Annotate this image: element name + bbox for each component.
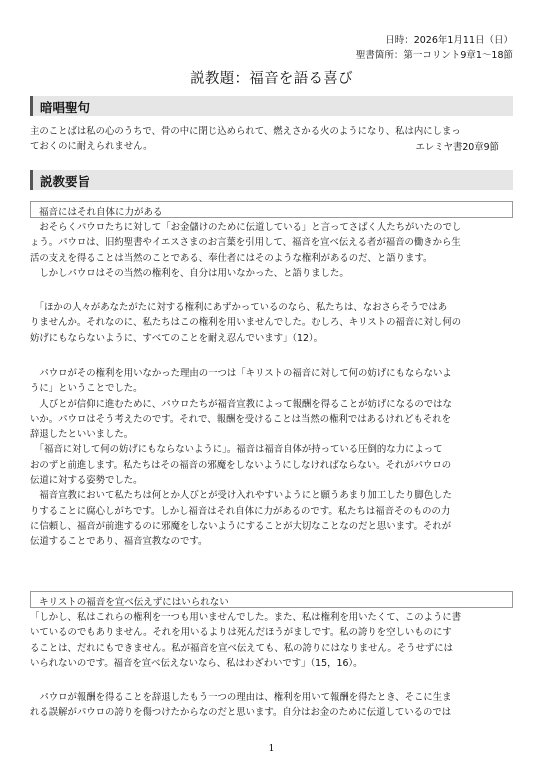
section-accent-bar — [30, 170, 33, 190]
paragraph — [30, 366, 516, 550]
subheading-label: キリストの福音を宣べ伝えずにはいられない — [39, 597, 229, 608]
text-line: ておくのに耐えられません。 — [30, 141, 153, 153]
text-line: 伝道することであり、福音宣教なのです。 — [30, 536, 208, 548]
subheading-box — [30, 201, 513, 218]
text-line: 辞退したといいました。 — [30, 429, 134, 441]
text-line: 活の支えを得ることは当然のことである、奉仕者にはそのような権利があるのだ、と語ります。 — [30, 252, 433, 264]
text-line: りませんか。それなのに、私たちはこの権利を用いませんでした。むしろ、キリストの福音に対し何の — [30, 317, 462, 329]
paragraph — [30, 690, 516, 721]
text-line: うに」ということでした。 — [30, 383, 143, 395]
section-accent-bar — [30, 96, 33, 116]
section-heading: 説教要旨 — [40, 174, 91, 189]
memory-verse-reference: エレミヤ書20章9節 — [415, 142, 499, 153]
text-line: りすることに腐心しがちです。しかし福音はそれ自体に力があるのです。私たちは福音そのものの力 — [30, 505, 451, 517]
text-line: パウロが報酬を得ることを辞退したもう一つの理由は、権利を用いて報酬を得たとき、そこに生ま — [30, 692, 452, 703]
scripture-quote — [30, 610, 516, 671]
page-number: 1 — [268, 743, 275, 754]
text-line: いられないのです。福音を宣べ伝えないなら、私はわざわいです」（15，16）。 — [30, 657, 363, 669]
section-header-memory-verse — [30, 96, 513, 116]
section-header-sermon-summary — [30, 170, 513, 190]
text-line: れる誤解がパウロの誇りを傷つけたからなのだと思います。自分はお金のために伝道しているのでは — [30, 707, 452, 719]
text-line: ることは、だれにもできません。私が福音を宣べ伝えても、私の誇りにはなりません。そうせずには — [30, 642, 454, 654]
text-line: 人びとが信仰に進むために、パウロたちが福音宣教によって報酬を得ることが妨げになるのではな — [30, 398, 452, 410]
section-heading: 暗唱聖句 — [40, 100, 91, 115]
text-line: おそらくパウロたちに対して「お金儲けのために伝道している」と言ってさばく人たちがいたのでし — [30, 222, 462, 233]
text-line: 「福音に対して何の妨げにもならないように」。福音は福音自体が持っている圧倒的な力によって — [30, 444, 443, 456]
text-line: 伝道に対する姿勢でした。 — [30, 475, 143, 487]
sermon-title: 説教題：福音を語る喜び — [190, 71, 353, 87]
subheading-label: 福音にはそれ自体に力がある — [39, 207, 163, 218]
paragraph — [30, 220, 516, 281]
text-line: いているのでもありません。それを用いるよりは死んだほうがましです。私の誇りを空しいものにす — [30, 627, 452, 639]
text-line: いか。パウロはそう考えたのです。それで、報酬を受けることは当然の権利ではあるけれどもそれを — [30, 413, 451, 425]
scripture-quote — [30, 300, 516, 346]
text-line: に信頼し、福音が前進するのに邪魔をしないようにすることが大切なことなのだと思います。それが — [30, 520, 452, 532]
subheading-box — [30, 591, 513, 608]
text-line: パウロがその権利を用いなかった理由の一つは「キリストの福音に対して何の妨げにもならないよ — [30, 368, 452, 379]
service-date: 日時：2026年1月11日（日） — [385, 35, 513, 46]
text-line: しかしパウロはその当然の権利を、自分は用いなかった、と語りました。 — [30, 267, 349, 279]
text-line: ょう。パウロは、旧約聖書やイエスさまのお言葉を引用して、福音を宣べ伝える者が福音の働きから生 — [30, 237, 461, 249]
text-line: おのずと前進します。私たちはその福音の邪魔をしないようにしなければならない。それがパウロの — [30, 459, 452, 471]
text-line: 「ほかの人々があなたがたに対する権利にあずかっているのなら、私たちは、なおさらそうではあ — [30, 302, 448, 313]
text-line: 主のことばは私の心のうちで、骨の中に閉じ込められて、燃えさかる火のようになり、私は内にしまっ — [30, 126, 461, 137]
text-line: 妨げにもならないように、すべてのことを耐え忍んでいます」（12）。 — [30, 332, 323, 344]
text-line: 「しかし、私はこれらの権利を一つも用いませんでした。また、私は権利を用いたくて、このように書 — [30, 612, 462, 623]
text-line: 福音宣教において私たちは何とか人びとが受け入れやすいようにと願うあまり加工したり脚色した — [30, 490, 452, 502]
scripture-reference: 聖書箇所：第一コリント9章1〜18節 — [355, 50, 513, 61]
